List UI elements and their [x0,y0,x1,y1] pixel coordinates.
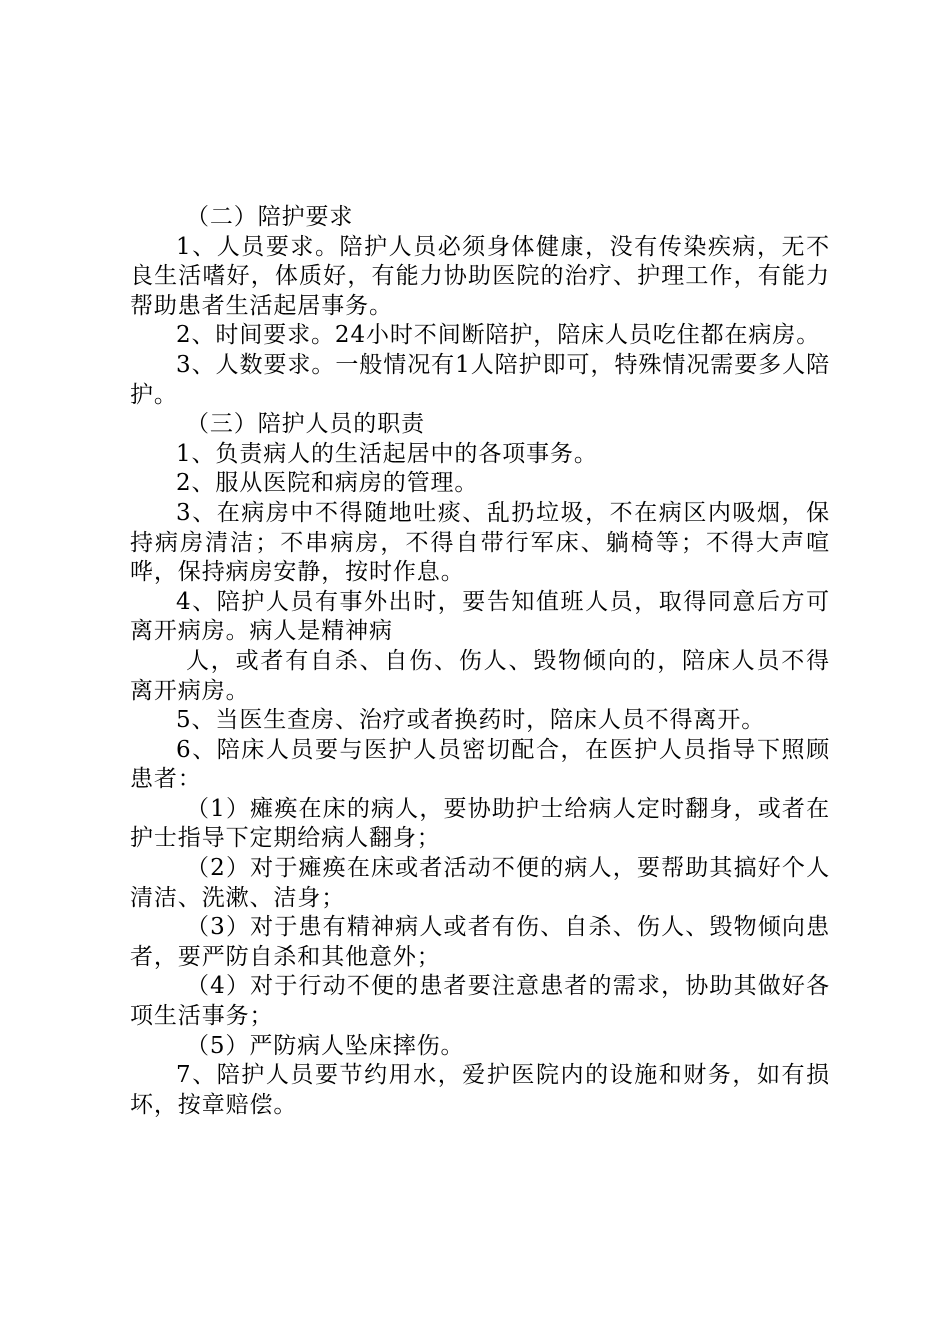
duty-item-6-sub-1: （1）瘫痪在床的病人，要协助护士给病人定时翻身，或者在护士指导下定期给病人翻身； [130,795,830,852]
duty-item-7: 7、陪护人员要节约用水，爱护医院内的设施和财务，如有损坏，按章赔偿。 [130,1062,830,1118]
requirement-time: 2、时间要求。24小时不间断陪护，陪床人员吃住都在病房。 [176,322,821,349]
duty-item-5: 5、当医生查房、治疗或者换药时，陪床人员不得离开。 [176,707,766,734]
duty-item-6-sub-5: （5）严防病人坠床摔伤。 [186,1032,465,1059]
duty-item-1: 1、负责病人的生活起居中的各项事务。 [176,440,598,467]
duty-item-4: 4、陪护人员有事外出时，要告知值班人员，取得同意后方可离开病房。病人是精神病 [130,588,830,645]
duty-item-6-sub-3: （3）对于患有精神病人或者有伤、自杀、伤人、毁物倾向患者，要严防自杀和其他意外； [130,914,830,970]
document-body [130,203,830,1120]
duty-item-3: 3、在病房中不得随地吐痰、乱扔垃圾，不在病区内吸烟，保持病房清洁；不串病房，不得自带行军床、躺椅等；不得大声喧哗，保持病房安静，按时作息。 [130,499,830,586]
duty-item-6: 6、陪床人员要与医护人员密切配合，在医护人员指导下照顾患者： [130,736,830,793]
duty-item-6-sub-2: （2）对于瘫痪在床或者活动不便的病人，要帮助其搞好个人清洁、洗漱、洁身； [130,855,830,911]
duty-item-2: 2、服从医院和病房的管理。 [176,470,479,497]
section-heading-escort-requirements: （二）陪护要求 [186,204,354,230]
section-heading-escort-duties: （三）陪护人员的职责 [186,411,425,438]
duty-item-6-sub-4: （4）对于行动不便的患者要注意患者的需求，协助其做好各项生活事务； [130,973,830,1030]
requirement-headcount: 3、人数要求。一般情况有1人陪护即可，特殊情况需要多人陪护。 [130,351,830,408]
requirement-personnel: 1、人员要求。陪护人员必须身体健康，没有传染疾病，无不良生活嗜好，体质好，有能力协助医院的治疗、护理工作，有能力帮助患者生活起居事务。 [130,233,830,319]
duty-item-4-continuation: 人，或者有自杀、自伤、伤人、毁物倾向的，陪床人员不得离开病房。 [130,647,830,704]
